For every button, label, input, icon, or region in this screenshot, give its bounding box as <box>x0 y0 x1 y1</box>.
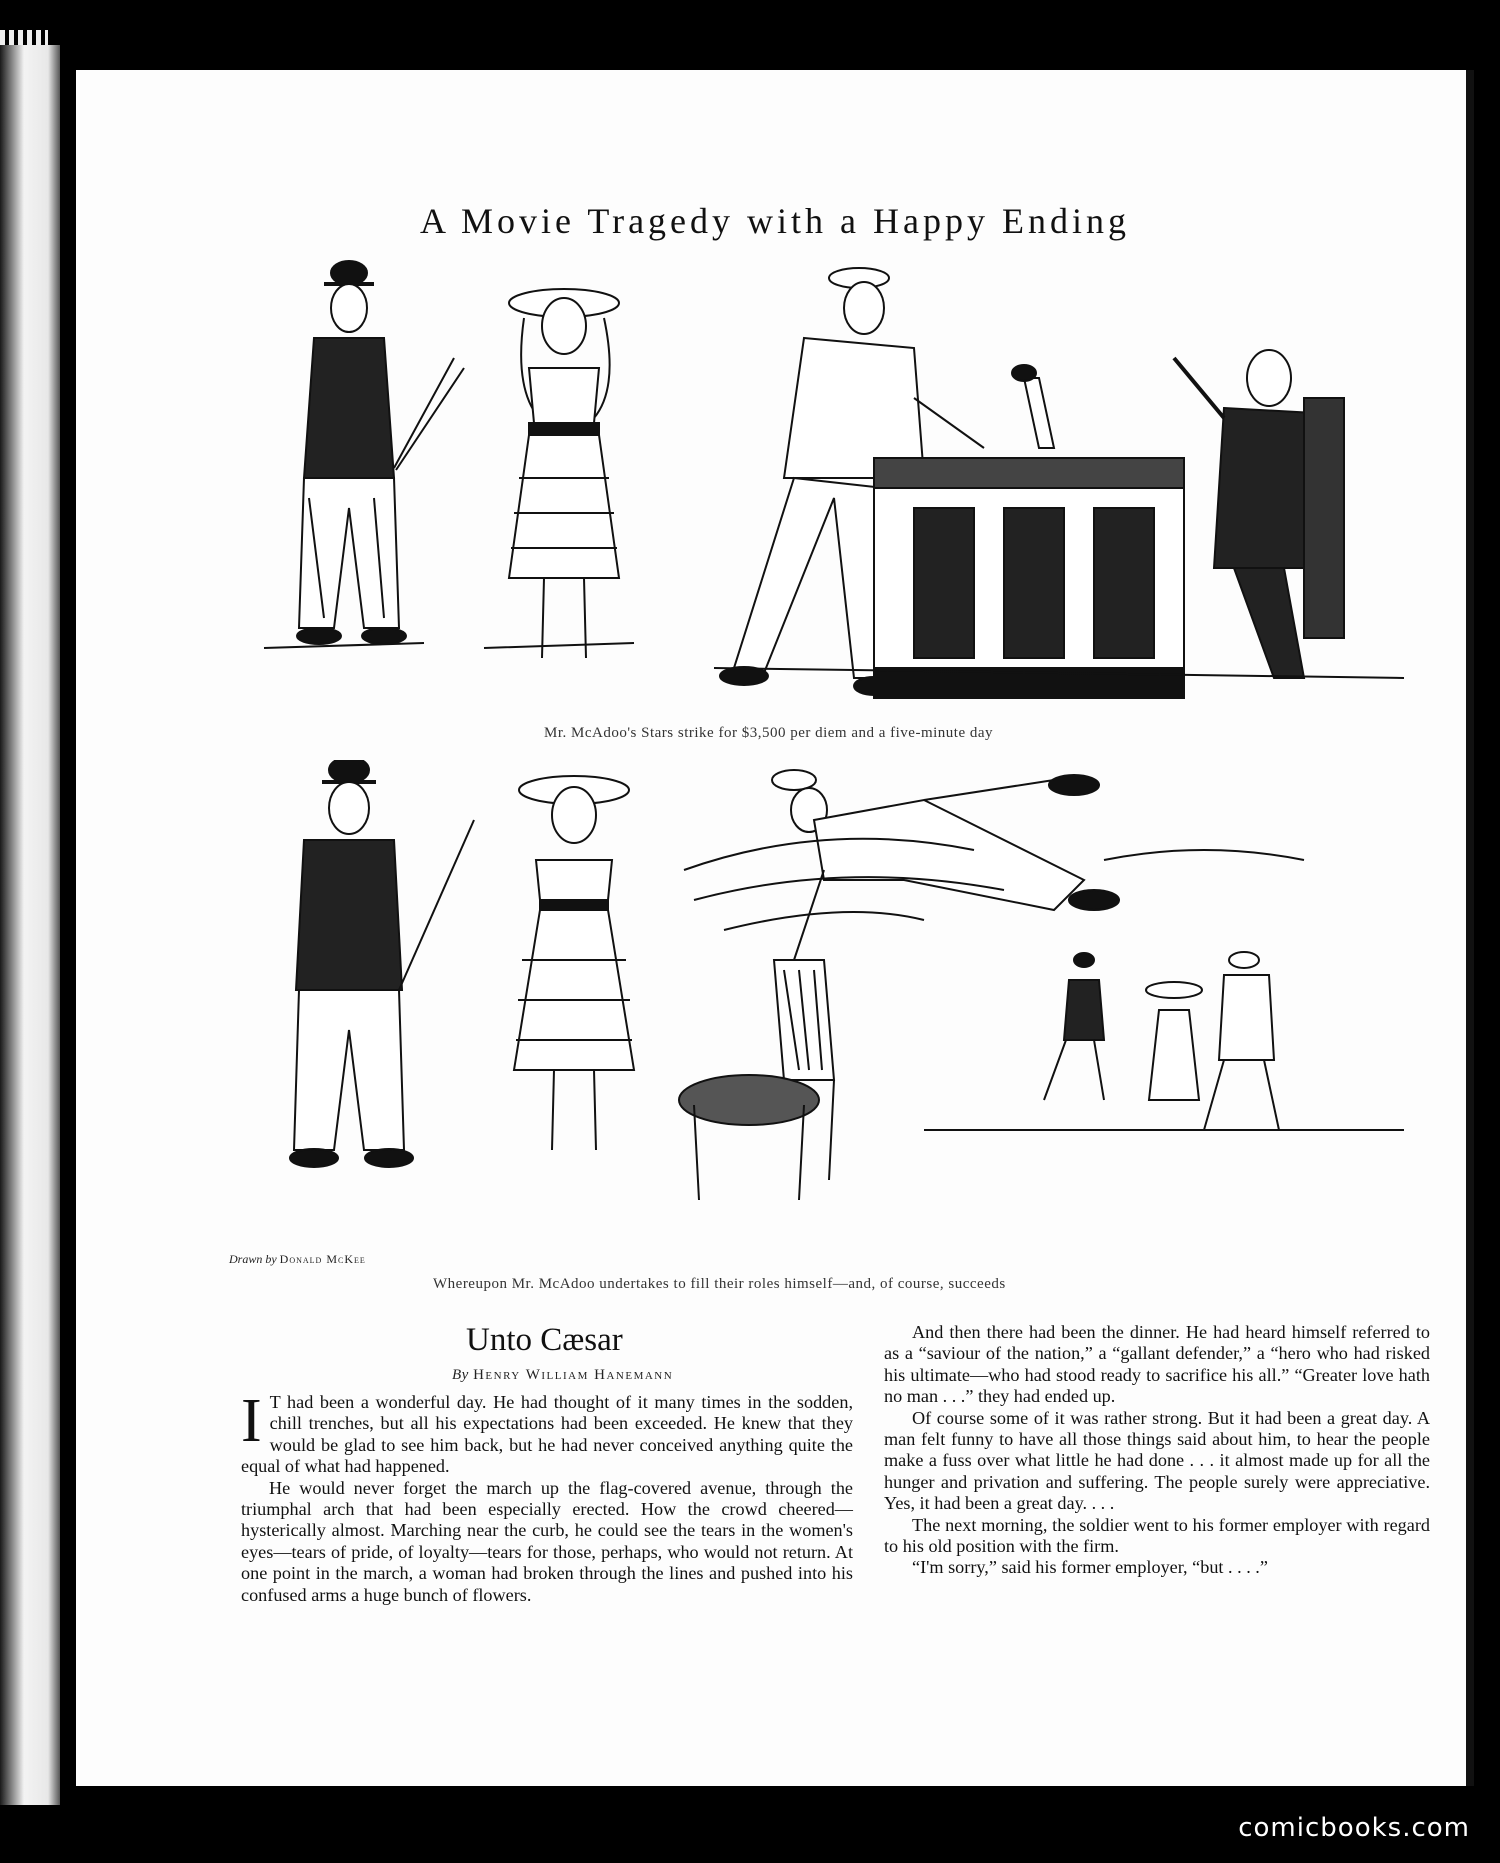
paragraph-text: T had been a wonderful day. He had thought of it many times in the sodden, chill trenches, but all his expectations had been exceeded. He knew that they would be glad to see him back, but he had never conceived anything quite the equal of what had happened. <box>241 1392 853 1477</box>
story-paragraph: And then there had been the dinner. He had heard himself referred to as a “saviour of the nation,” a “gallant defender,” a “hero who had risked his ultimate—who had stood ready to sacrifice his all.” “Greater love hath no man . . .” they had ended up. <box>884 1322 1430 1407</box>
story-title: Unto Cæsar <box>466 1322 623 1358</box>
left-page-sliver <box>0 45 60 1805</box>
bottom-illustration-drawing <box>224 760 1434 1240</box>
byline-prefix: By <box>452 1367 469 1383</box>
credit-name: Donald McKee <box>279 1252 366 1266</box>
story-column-2 <box>884 1322 1430 1579</box>
page-spine <box>1466 70 1474 1786</box>
story-paragraph <box>241 1387 853 1478</box>
illustration-credit <box>229 1252 366 1267</box>
top-illustration-drawing <box>224 248 1434 766</box>
story-paragraph: He would never forget the march up the flag-covered avenue, through the triumphal arch that had been especially erected. How the crowd cheered—hysterically almost. Marching near the curb, he could see the tears in the women's eyes—tears of pride, of loyalty—tears for those, perhaps, who would not return. At one point in the march, a woman had broken through the lines and pushed into his confused arms a huge bunch of flowers. <box>241 1477 853 1605</box>
credit-prefix: Drawn by <box>229 1252 277 1266</box>
story-paragraph: The next morning, the soldier went to his former employer with regard to his old position with the firm. <box>884 1514 1430 1557</box>
byline-author: Henry William Hanemann <box>473 1367 674 1383</box>
story-column-1 <box>241 1387 853 1606</box>
bottom-caption: Whereupon Mr. McAdoo undertakes to fill their roles himself—and, of course, succeeds <box>433 1276 1006 1292</box>
page-title: A Movie Tragedy with a Happy Ending <box>420 201 1130 241</box>
bottom-illustration <box>224 760 1434 1240</box>
top-caption: Mr. McAdoo's Stars strike for $3,500 per diem and a five-minute day <box>544 725 994 741</box>
site-watermark: comicbooks.com <box>1238 1813 1470 1843</box>
story-paragraph: Of course some of it was rather strong. But it had been a great day. A man felt funny to have all those things said about him, to hear the people make a fuss over what little he had done . . . it almost made up for all the hunger and privation and suffering. The people surely were appreciative. Yes, it had been a great day. . . . <box>884 1407 1430 1514</box>
story-byline <box>452 1367 673 1384</box>
top-illustration <box>224 248 1434 766</box>
drop-cap: I <box>241 1387 262 1455</box>
story-paragraph: “I'm sorry,” said his former employer, “but . . . .” <box>912 1557 1268 1578</box>
magazine-page <box>76 70 1474 1786</box>
